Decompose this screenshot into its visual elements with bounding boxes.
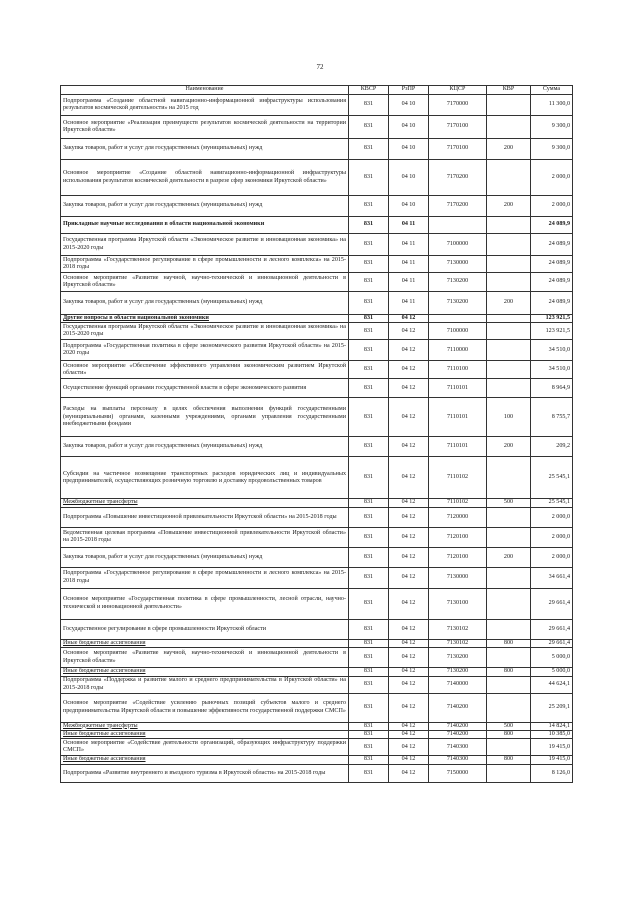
row-kcsr: 7170100 [429,139,487,160]
row-name: Подпрограмма «Повышение инвестиционной привлекательности Иркутской области» на 2015-2018 годы [61,507,349,527]
row-kcsr: 7170200 [429,160,487,196]
table-row [61,639,573,647]
table-row [61,234,573,256]
row-kvsr: 831 [349,437,389,457]
row-sum: 14 824,1 [531,722,573,730]
row-sum: 25 545,1 [531,499,573,507]
row-kcsr: 7170200 [429,196,487,217]
row-kvsr: 831 [349,693,389,722]
row-kvr: 800 [487,639,531,647]
table-row [61,527,573,547]
row-kcsr: 7170000 [429,95,487,116]
row-kvr [487,567,531,588]
row-kvr: 200 [487,139,531,160]
row-kvr [487,217,531,234]
row-rzpr: 04 12 [389,756,429,764]
row-kvsr: 831 [349,116,389,139]
row-name: Межбюджетные трансферты [61,499,349,507]
row-name: Ведомственная целевая программа «Повышение инвестиционной привлекательности Иркутской области» на 2015-2018 годы [61,527,349,547]
row-sum: 5 000,0 [531,648,573,668]
row-kvr [487,340,531,361]
row-kvsr: 831 [349,527,389,547]
row-name: Государственная программа Иркутской области «Экономическое развитие и инновационная экономика» на 2015-2020 годы [61,323,349,340]
row-kvr [487,457,531,499]
row-kvr [487,315,531,323]
row-kvsr: 831 [349,95,389,116]
row-sum: 8 964,9 [531,379,573,398]
header-sum: Сумма [531,86,573,95]
table-row [61,256,573,273]
row-rzpr: 04 12 [389,639,429,647]
row-sum: 209,2 [531,437,573,457]
row-kvsr: 831 [349,196,389,217]
row-kcsr: 7130200 [429,648,487,668]
row-name: Подпрограмма «Государственное регулирование в сфере промышленности и лесного комплекса» на 2015-2018 годы [61,256,349,273]
table-row [61,676,573,693]
row-sum: 24 089,9 [531,292,573,315]
row-name: Основное мероприятие «Обеспечение эффективного управления экономическим развитием Иркутской области» [61,361,349,379]
table-row [61,567,573,588]
row-kvr: 800 [487,731,531,739]
row-name: Основное мероприятие «Содействие деятельности организаций, образующих инфраструктуру поддержки СМСП» [61,739,349,756]
row-kcsr: 7130100 [429,588,487,619]
row-rzpr: 04 12 [389,722,429,730]
row-kvr [487,693,531,722]
row-kvsr: 831 [349,361,389,379]
row-kvsr: 831 [349,547,389,567]
row-kvsr: 831 [349,217,389,234]
row-rzpr: 04 12 [389,739,429,756]
table-row [61,361,573,379]
row-kvsr: 831 [349,398,389,437]
row-kvr [487,95,531,116]
row-rzpr: 04 12 [389,507,429,527]
row-kvsr: 831 [349,323,389,340]
row-kcsr: 7170100 [429,116,487,139]
table-row [61,756,573,764]
row-kvsr: 831 [349,379,389,398]
row-rzpr: 04 10 [389,95,429,116]
row-kvr [487,619,531,639]
row-sum: 2 000,0 [531,196,573,217]
row-name: Подпрограмма «Государственное регулирование в сфере промышленности и лесного комплекса» на 2015-2018 годы [61,567,349,588]
table-row [61,323,573,340]
row-kvr [487,160,531,196]
table-row [61,457,573,499]
row-kvsr: 831 [349,676,389,693]
row-rzpr: 04 12 [389,731,429,739]
row-rzpr: 04 12 [389,547,429,567]
row-kcsr: 7130102 [429,639,487,647]
row-kvsr: 831 [349,273,389,292]
budget-table [60,85,573,783]
row-rzpr: 04 11 [389,273,429,292]
row-kvsr: 831 [349,739,389,756]
table-row [61,547,573,567]
row-kcsr: 7110100 [429,361,487,379]
row-kvr: 800 [487,668,531,676]
row-kcsr: 7110101 [429,398,487,437]
row-name: Подпрограмма «Развитие внутреннего и въездного туризма в Иркутской области» на 2015-2018 годы [61,764,349,782]
row-rzpr: 04 12 [389,499,429,507]
row-rzpr: 04 11 [389,292,429,315]
row-kvr: 200 [487,547,531,567]
row-sum: 9 300,0 [531,116,573,139]
row-sum: 34 661,4 [531,567,573,588]
row-sum: 19 415,0 [531,756,573,764]
row-sum: 8 126,0 [531,764,573,782]
table-row [61,273,573,292]
row-name: Основное мероприятие «Содействие усилению рыночных позиций субъектов малого и среднего предпринимательства Иркутской области и повышение эффективности государственной поддержки СМСП» [61,693,349,722]
row-name: Закупка товаров, работ и услуг для государственных (муниципальных) нужд [61,196,349,217]
row-rzpr: 04 12 [389,323,429,340]
table-row [61,139,573,160]
row-rzpr: 04 10 [389,160,429,196]
table-row [61,292,573,315]
row-kcsr: 7140300 [429,739,487,756]
row-kcsr: 7140200 [429,731,487,739]
table-row [61,499,573,507]
header-kvsr: КВСР [349,86,389,95]
row-name: Основное мероприятие «Развитие научной, научно-технической и инновационной деятельности в Иркутской области» [61,648,349,668]
row-kvr [487,273,531,292]
row-name: Основное мероприятие «Государственная политика в сфере промышленности, лесной отрасли, научно-технической и инновационной деятельности» [61,588,349,619]
table-row [61,437,573,457]
row-kvsr: 831 [349,639,389,647]
row-sum: 24 089,9 [531,273,573,292]
row-name: Другие вопросы в области национальной экономики [61,315,349,323]
row-kvr: 500 [487,499,531,507]
row-sum: 25 545,1 [531,457,573,499]
row-sum: 29 661,4 [531,639,573,647]
row-kvsr: 831 [349,588,389,619]
table-row [61,693,573,722]
table-row [61,507,573,527]
row-sum: 34 510,0 [531,361,573,379]
row-name: Подпрограмма «Поддержка и развитие малого и среднего предпринимательства в Иркутской области» на 2015-2018 годы [61,676,349,693]
row-kvsr: 831 [349,668,389,676]
row-kvr [487,648,531,668]
table-row [61,160,573,196]
row-kcsr: 7120100 [429,527,487,547]
table-row [61,95,573,116]
table-row [61,340,573,361]
row-kvsr: 831 [349,731,389,739]
row-name: Прикладные научные исследования в области национальной экономики [61,217,349,234]
table-row [61,668,573,676]
row-kvr [487,234,531,256]
row-sum: 24 089,9 [531,256,573,273]
row-kvr: 100 [487,398,531,437]
row-kcsr: 7110000 [429,340,487,361]
row-kcsr: 7140300 [429,756,487,764]
header-rzpr: РзПР [389,86,429,95]
row-rzpr: 04 12 [389,619,429,639]
header-kvr: КВР [487,86,531,95]
row-kcsr: 7120000 [429,507,487,527]
table-row [61,648,573,668]
row-rzpr: 04 12 [389,361,429,379]
row-kvsr: 831 [349,567,389,588]
row-sum: 2 000,0 [531,507,573,527]
table-row [61,731,573,739]
row-kvr [487,507,531,527]
row-kcsr: 7130200 [429,668,487,676]
row-kvsr: 831 [349,499,389,507]
row-name: Иные бюджетные ассигнования [61,756,349,764]
row-kvsr: 831 [349,619,389,639]
row-kcsr: 7100000 [429,323,487,340]
row-rzpr: 04 10 [389,196,429,217]
row-sum: 5 000,0 [531,668,573,676]
row-name: Закупка товаров, работ и услуг для государственных (муниципальных) нужд [61,292,349,315]
row-kvsr: 831 [349,340,389,361]
row-rzpr: 04 10 [389,139,429,160]
row-kvr: 200 [487,292,531,315]
row-kvsr: 831 [349,507,389,527]
row-kcsr: 7140200 [429,722,487,730]
row-kcsr: 7110102 [429,499,487,507]
table-row [61,764,573,782]
table-row [61,315,573,323]
page-number: 72 [316,63,324,71]
row-name: Межбюджетные трансферты [61,722,349,730]
row-kvr [487,764,531,782]
row-kvr [487,361,531,379]
row-kcsr: 7150000 [429,764,487,782]
table-row [61,398,573,437]
row-sum: 24 089,9 [531,217,573,234]
row-name: Подпрограмма «Государственная политика в сфере экономического развития Иркутской области» на 2015-2020 годы [61,340,349,361]
row-sum: 25 209,1 [531,693,573,722]
row-name: Основное мероприятие «Реализация преимуществ результатов космической деятельности на территории Иркутской области» [61,116,349,139]
row-kcsr: 7110101 [429,437,487,457]
row-rzpr: 04 12 [389,676,429,693]
row-sum: 2 000,0 [531,527,573,547]
row-name: Закупка товаров, работ и услуг для государственных (муниципальных) нужд [61,437,349,457]
row-rzpr: 04 10 [389,116,429,139]
row-sum: 2 000,0 [531,547,573,567]
row-kcsr: 7130102 [429,619,487,639]
row-name: Подпрограмма «Создание областной навигационно-информационной инфраструктуры использования результатов космической деятельности» на 2015 год [61,95,349,116]
row-kvr: 200 [487,437,531,457]
row-name: Осуществление функций органами государственной власти в сфере экономического развития [61,379,349,398]
row-sum: 123 921,5 [531,323,573,340]
row-sum: 8 755,7 [531,398,573,437]
row-rzpr: 04 12 [389,567,429,588]
row-sum: 123 921,5 [531,315,573,323]
row-sum: 34 510,0 [531,340,573,361]
row-name: Государственная программа Иркутской области «Экономическое развитие и инновационная экономика» на 2015-2020 годы [61,234,349,256]
row-kcsr: 7130200 [429,292,487,315]
row-rzpr: 04 12 [389,648,429,668]
row-kvsr: 831 [349,756,389,764]
row-kvsr: 831 [349,234,389,256]
row-kvr [487,116,531,139]
row-kvr [487,379,531,398]
row-kvsr: 831 [349,315,389,323]
row-kvsr: 831 [349,160,389,196]
row-kcsr: 7120100 [429,547,487,567]
row-kcsr: 7130200 [429,273,487,292]
row-kvr: 200 [487,196,531,217]
row-name: Закупка товаров, работ и услуг для государственных (муниципальных) нужд [61,139,349,160]
row-rzpr: 04 12 [389,315,429,323]
row-sum: 44 624,1 [531,676,573,693]
row-name: Государственное регулирование в сфере промышленности Иркутской области [61,619,349,639]
table-row [61,116,573,139]
table-row [61,619,573,639]
row-rzpr: 04 12 [389,668,429,676]
row-name: Закупка товаров, работ и услуг для государственных (муниципальных) нужд [61,547,349,567]
row-kvr: 500 [487,722,531,730]
table-row [61,379,573,398]
row-rzpr: 04 12 [389,437,429,457]
row-kvsr: 831 [349,292,389,315]
row-kvr [487,256,531,273]
row-rzpr: 04 12 [389,527,429,547]
row-kvr [487,739,531,756]
row-kcsr: 7110102 [429,457,487,499]
row-rzpr: 04 12 [389,764,429,782]
row-name: Субсидии на частичное возмещение транспортных расходов юридических лиц и индивидуальных предпринимателей, осуществляющих розничную торговлю и доставку продовольственных товаров [61,457,349,499]
header-kcsr: КЦСР [429,86,487,95]
row-rzpr: 04 12 [389,340,429,361]
row-kcsr: 7140200 [429,693,487,722]
row-kcsr: 7110101 [429,379,487,398]
row-rzpr: 04 12 [389,457,429,499]
row-sum: 11 300,0 [531,95,573,116]
row-kcsr: 7100000 [429,234,487,256]
row-rzpr: 04 12 [389,693,429,722]
row-sum: 24 089,9 [531,234,573,256]
row-rzpr: 04 12 [389,379,429,398]
row-sum: 29 661,4 [531,619,573,639]
row-sum: 19 415,0 [531,739,573,756]
row-kvr [487,527,531,547]
row-kvsr: 831 [349,457,389,499]
row-kvsr: 831 [349,256,389,273]
row-kvsr: 831 [349,722,389,730]
row-name: Иные бюджетные ассигнования [61,731,349,739]
row-rzpr: 04 11 [389,234,429,256]
row-kvr [487,323,531,340]
row-sum: 2 000,0 [531,160,573,196]
row-rzpr: 04 11 [389,256,429,273]
row-kvsr: 831 [349,139,389,160]
table-row [61,196,573,217]
row-kvr [487,588,531,619]
row-rzpr: 04 12 [389,398,429,437]
row-sum: 29 661,4 [531,588,573,619]
row-sum: 9 300,0 [531,139,573,160]
row-kcsr: 7140000 [429,676,487,693]
row-name: Основное мероприятие «Создание областной навигационно-информационной инфраструктуры использования результатов космической деятельности в разрезе сфер экономики Иркутской области» [61,160,349,196]
row-kcsr [429,217,487,234]
row-kcsr: 7130000 [429,567,487,588]
row-sum: 10 385,0 [531,731,573,739]
row-name: Иные бюджетные ассигнования [61,639,349,647]
row-name: Основное мероприятие «Развитие научной, научно-технической и инновационной деятельности в Иркутской области» [61,273,349,292]
table-body [61,95,573,783]
header-name: Наименование [61,86,349,95]
row-kvsr: 831 [349,648,389,668]
row-kvr: 800 [487,756,531,764]
table-row [61,217,573,234]
row-name: Расходы на выплаты персоналу в целях обеспечения выполнения функций государственными (муниципальными) органами, казенными учреждениями, органами управления государственными внебюджетными фондами [61,398,349,437]
row-kcsr: 7130000 [429,256,487,273]
row-kcsr [429,315,487,323]
row-kvsr: 831 [349,764,389,782]
table-row [61,722,573,730]
row-kvr [487,676,531,693]
row-rzpr: 04 12 [389,588,429,619]
table-row [61,739,573,756]
row-rzpr: 04 11 [389,217,429,234]
table-row [61,588,573,619]
row-name: Иные бюджетные ассигнования [61,668,349,676]
table-header [61,86,573,95]
